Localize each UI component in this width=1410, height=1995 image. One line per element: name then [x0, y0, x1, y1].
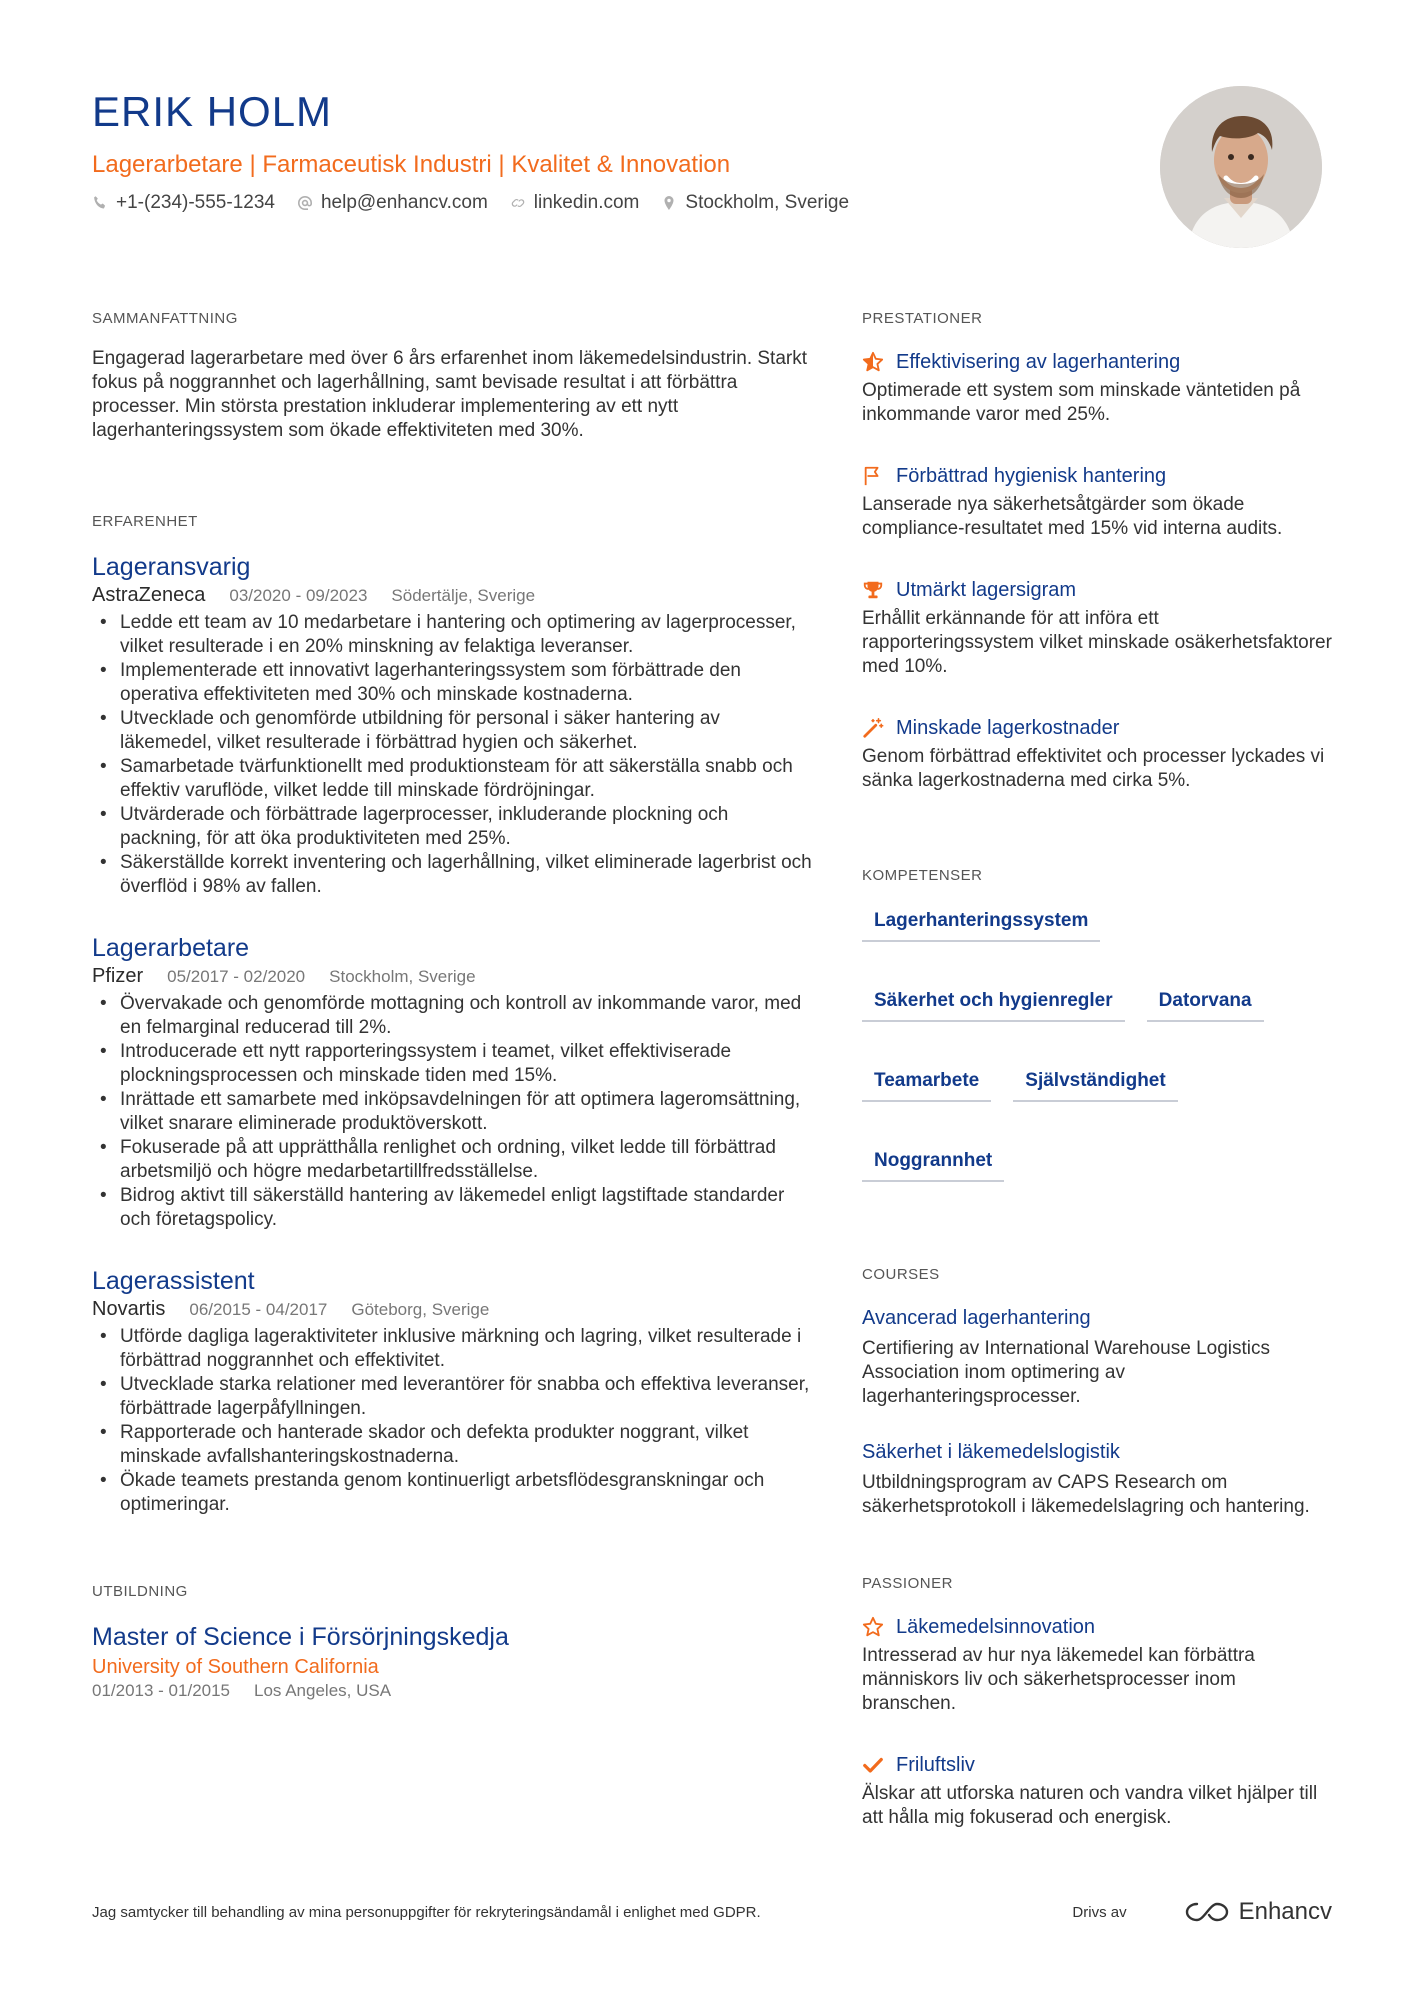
skill-tag: Säkerhet och hygienregler — [862, 986, 1125, 1022]
job-company: Novartis — [92, 1298, 166, 1320]
achievement-item — [862, 349, 1332, 427]
job-title: Lagerarbetare — [92, 934, 250, 962]
right-column — [862, 310, 1332, 1830]
achievement-item — [862, 463, 1332, 541]
contact-location — [661, 190, 849, 216]
job-bullets — [92, 992, 812, 1232]
job-bullet: • Utvecklade och genomförde utbildning för personal i säker hantering av läkemedel, vilket resulterade i förbättrad hygien och säkerhet. — [92, 707, 812, 755]
job-bullet: • Rapporterade och hanterade skador och defekta produkter noggrant, vilket minskade avfallshanteringskostnaderna. — [92, 1421, 812, 1469]
avatar-illustration — [1160, 86, 1322, 248]
powered-by-label: Drivs av — [1072, 1903, 1127, 1921]
achievement-head — [862, 463, 1332, 489]
job-entry — [92, 933, 812, 1232]
skill-tag: Noggrannhet — [862, 1146, 1004, 1182]
passions-heading: PASSIONER — [862, 1575, 953, 1592]
course-item — [862, 1439, 1332, 1519]
course-desc: Certifiering av International Warehouse Logistics Association inom optimering av lagerhanteringsprocesser. — [862, 1338, 1270, 1407]
achievement-title: Utmärkt lagersigram — [896, 579, 1077, 601]
achievements-heading: PRESTATIONER — [862, 310, 983, 327]
education-section — [92, 1583, 812, 1701]
checkmark-icon — [862, 1754, 884, 1776]
passion-title: Friluftsliv — [896, 1754, 975, 1776]
achievement-head — [862, 349, 1332, 375]
achievement-title: Minskade lagerkostnader — [896, 717, 1120, 739]
location-text: Stockholm, Sverige — [685, 192, 850, 213]
job-meta — [92, 1298, 812, 1321]
achievement-item — [862, 715, 1332, 793]
job-bullet: • Samarbetade tvärfunktionellt med produktionsteam för att säkerställa snabb och effektiv varuflöde, vilket ledde till minskade fördröjningar. — [92, 755, 812, 803]
achievement-desc: Erhållit erkännande för att införa ett rapporteringssystem vilket minskade osäkerhetsfaktorer med 10%. — [862, 608, 1332, 677]
skills-list — [862, 906, 1332, 1182]
passion-desc: Älskar att utforska naturen och vandra vilket hjälper till att hålla mig fokuserad och energisk. — [862, 1783, 1318, 1828]
email-text[interactable]: help@enhancv.com — [320, 192, 488, 213]
passion-title: Läkemedelsinnovation — [896, 1616, 1096, 1638]
job-bullets — [92, 1325, 812, 1517]
linkedin-text[interactable]: linkedin.com — [533, 192, 640, 213]
skills-section — [862, 841, 1332, 1182]
job-title: Lageransvarig — [92, 553, 251, 581]
skill-tag: Datorvana — [1147, 986, 1264, 1022]
gdpr-consent: Jag samtycker till behandling av mina personuppgifter för rekryteringsändamål i enlighet med GDPR. — [92, 1903, 761, 1921]
experience-section — [92, 513, 812, 1517]
magic-wand-icon — [862, 717, 884, 739]
achievement-head — [862, 577, 1332, 603]
job-dates: 03/2020 - 09/2023 — [229, 586, 368, 605]
achievements-section — [862, 310, 1332, 793]
job-bullet: • Säkerställde korrekt inventering och lagerhållning, vilket eliminerade lagerbrist och överflöd i 98% av fallen. — [92, 851, 812, 899]
achievement-head — [862, 715, 1332, 741]
flag-icon — [862, 465, 884, 487]
job-bullet: • Ökade teamets prestanda genom kontinuerligt arbetsflödesgranskningar och optimeringar. — [92, 1469, 812, 1517]
brand-name: Enhancv — [1238, 1898, 1332, 1925]
passion-head — [862, 1752, 1332, 1778]
star-outline-icon — [862, 1616, 884, 1638]
course-desc: Utbildningsprogram av CAPS Research om säkerhetsprotokoll i läkemedelslagring och hantering. — [862, 1472, 1310, 1517]
job-bullet: • Ledde ett team av 10 medarbetare i hantering och optimering av lagerprocesser, vilket resulterade i en 20% minskning av felaktiga leveranser. — [92, 611, 812, 659]
phone-icon — [92, 195, 108, 211]
job-company: Pfizer — [92, 965, 144, 987]
job-bullet: • Inrättade ett samarbete med inköpsavdelningen för att optimera lageromsättning, vilket snarare eliminerade produktöverskott. — [92, 1088, 812, 1136]
achievement-desc: Genom förbättrad effektivitet och processer lyckades vi sänka lagerkostnaderna med cirka 5%. — [862, 746, 1325, 791]
course-title: Säkerhet i läkemedelslogistik — [862, 1441, 1120, 1463]
courses-heading: COURSES — [862, 1266, 940, 1283]
phone-text: +1-(234)-555-1234 — [116, 192, 275, 213]
passion-item — [862, 1614, 1332, 1716]
profile-photo — [1160, 86, 1322, 248]
courses-section — [862, 1246, 1332, 1519]
job-bullet: • Introducerade ett nytt rapporteringssystem i teamet, vilket effektiviserade plockningsprocessen och minskade tiden med 15%. — [92, 1040, 812, 1088]
achievement-title: Effektivisering av lagerhantering — [896, 351, 1181, 373]
summary-text: Engagerad lagerarbetare med över 6 års erfarenhet inom läkemedelsindustrin. Starkt fokus på noggrannhet och lagerhållning, samt bevisade resultat i att förbättra processer. Min största prestation inkluderar implementering av ett nytt lagerhanteringssystem som ökade effektiviteten med 30%. — [92, 348, 807, 441]
achievement-desc: Lanserade nya säkerhetsåtgärder som ökade compliance-resultatet med 15% vid interna audits. — [862, 494, 1283, 539]
education-meta — [92, 1681, 812, 1701]
location-pin-icon — [661, 195, 677, 211]
contact-phone — [92, 190, 275, 216]
job-location: Göteborg, Sverige — [351, 1300, 490, 1319]
job-bullet: • Utvärderade och förbättrade lagerprocesser, inkluderande plockning och packning, för att öka produktiviteten med 25%. — [92, 803, 812, 851]
trophy-icon — [862, 579, 884, 601]
job-entry — [92, 1266, 812, 1517]
infinity-logo-icon — [1183, 1900, 1231, 1924]
enhancv-logo[interactable] — [1183, 1898, 1332, 1926]
job-bullet: • Bidrog aktivt till säkerställd hantering av läkemedel enligt lagstiftade standarder och företagspolicy. — [92, 1184, 812, 1232]
job-company: AstraZeneca — [92, 584, 206, 606]
course-item — [862, 1305, 1332, 1409]
candidate-name: ERIK HOLM — [92, 88, 333, 135]
job-dates: 06/2015 - 04/2017 — [189, 1300, 328, 1319]
summary-heading: SAMMANFATTNING — [92, 310, 238, 327]
passion-item — [862, 1752, 1332, 1830]
left-column — [92, 310, 812, 1701]
job-location: Södertälje, Sverige — [391, 586, 536, 605]
job-bullet: • Utförde dagliga lageraktiviteter inklusive märkning och lagring, vilket resulterade i förbättrad noggrannhet och effektivitet. — [92, 1325, 812, 1373]
achievement-desc: Optimerade ett system som minskade väntetiden på inkommande varor med 25%. — [862, 380, 1301, 425]
contact-info — [92, 190, 1092, 216]
summary-section — [92, 310, 812, 443]
education-location: Los Angeles, USA — [254, 1681, 392, 1700]
skills-heading: KOMPETENSER — [862, 867, 983, 884]
contact-email[interactable] — [297, 190, 488, 216]
resume-footer — [92, 1898, 1332, 1926]
passions-section — [862, 1575, 1332, 1830]
course-title: Avancerad lagerhantering — [862, 1307, 1091, 1329]
job-bullet: • Fokuserade på att upprätthålla renlighet och ordning, vilket ledde till förbättrad arbetsmiljö och högre medarbetartillfredsställelse. — [92, 1136, 812, 1184]
job-bullet: • Implementerade ett innovativt lagerhanteringssystem som förbättrade den operativa effektiviteten med 30% och minskade kostnaderna. — [92, 659, 812, 707]
link-icon — [510, 195, 526, 211]
skill-tag: Lagerhanteringssystem — [862, 906, 1100, 942]
passion-head — [862, 1614, 1332, 1640]
star-half-icon — [862, 351, 884, 373]
education-heading: UTBILDNING — [92, 1583, 188, 1600]
passion-desc: Intresserad av hur nya läkemedel kan förbättra människors liv och säkerhetsprocesser inom branschen. — [862, 1645, 1255, 1714]
at-icon — [297, 195, 313, 211]
job-location: Stockholm, Sverige — [329, 967, 476, 986]
job-bullet: • Övervakade och genomförde mottagning och kontroll av inkommande varor, med en felmarginal reducerad till 2%. — [92, 992, 812, 1040]
candidate-headline: Lagerarbetare | Farmaceutisk Industri | Kvalitet & Innovation — [92, 151, 731, 178]
resume-header — [92, 88, 1092, 216]
job-meta — [92, 965, 812, 988]
skill-tag: Självständighet — [1013, 1066, 1177, 1102]
contact-linkedin[interactable] — [510, 190, 640, 216]
education-dates: 01/2013 - 01/2015 — [92, 1681, 231, 1700]
skill-tag: Teamarbete — [862, 1066, 991, 1102]
job-dates: 05/2017 - 02/2020 — [167, 967, 306, 986]
experience-heading: ERFARENHET — [92, 513, 198, 530]
achievement-item — [862, 577, 1332, 679]
job-title: Lagerassistent — [92, 1267, 255, 1295]
education-degree: Master of Science i Försörjningskedja — [92, 1623, 509, 1651]
job-entry — [92, 552, 812, 899]
job-bullet: • Utvecklade starka relationer med leverantörer för snabba och effektiva leveranser, förbättrade lagerpåfyllningen. — [92, 1373, 812, 1421]
achievement-title: Förbättrad hygienisk hantering — [896, 465, 1167, 487]
job-meta — [92, 584, 812, 607]
education-school: University of Southern California — [92, 1656, 379, 1678]
job-bullets — [92, 611, 812, 899]
